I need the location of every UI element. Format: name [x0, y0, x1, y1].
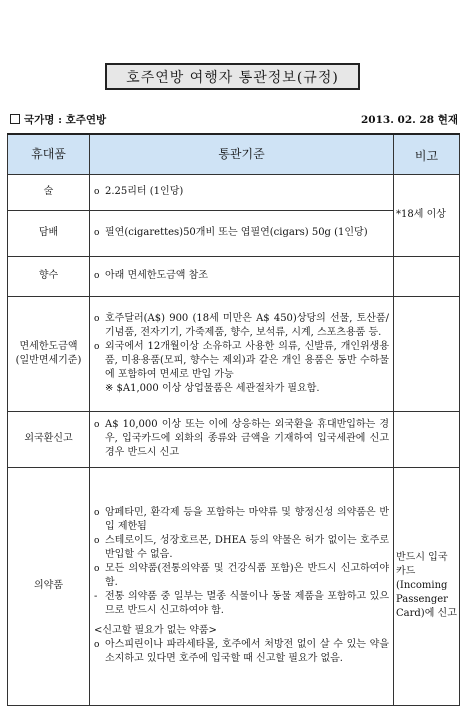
- bullet-icon: o: [94, 536, 100, 546]
- bullet-icon: o: [94, 508, 100, 518]
- standard-currency: o A$ 10,000 이상 또는 이에 상응하는 외국환을 휴대반입하는 경우, 입국카드에 외화의 종류와 금액을 기재하여 입국세관에 신고 경우 반드시 신고: [90, 411, 394, 467]
- category-medicine: 의약품: [8, 467, 90, 705]
- bullet-icon: o: [94, 313, 100, 324]
- note-empty: [394, 296, 460, 411]
- header-standard: 통관기준: [90, 134, 394, 174]
- table-row: [8, 256, 460, 296]
- bullet-icon: o: [94, 420, 100, 430]
- bullet-icon: o: [94, 187, 100, 197]
- table-row: [8, 467, 460, 705]
- standard-allowance: o 호주달러(A$) 900 (18세 미만은 A$ 450)상당의 선물, 토산품/기념품, 전자기기, 가죽제품, 향수, 보석류, 시계, 스포츠용품 등. o 외국에서 12개월이상 소유하고 사용한 의류, 신발류, 개인위생용품, 미용용품(모피, 향수는 제외)과 같은 개인 용품은 동반 수하물에 포함하여 면세로 반입 가능 ※ $A1,000 이상 상업물품은 세관절차가 필요함.: [90, 296, 394, 411]
- category-currency: 외국환신고: [8, 411, 90, 467]
- document-title-text: 호주연방 여행자 통관정보(규정): [126, 69, 339, 86]
- standard-perfume: o 아래 면세한도금액 참조: [90, 256, 394, 296]
- category-tobacco: 담배: [8, 210, 90, 256]
- country-label: 국가명 : 호주연방: [24, 114, 107, 126]
- table-row: [8, 296, 460, 411]
- standard-alcohol: o 2.25리터 (1인당): [90, 174, 394, 210]
- bullet-icon: o: [94, 228, 100, 238]
- bullet-icon: o: [94, 564, 100, 574]
- document-title: [105, 63, 360, 90]
- table-header-row: [8, 134, 460, 174]
- dash-icon: -: [94, 591, 98, 602]
- table-row: [8, 210, 460, 256]
- table-row: [8, 174, 460, 210]
- country-label-wrap: [10, 112, 106, 127]
- standard-tobacco: o 필연(cigarettes)50개비 또는 엽필연(cigars) 50g (1인당): [90, 210, 394, 256]
- table-row: [8, 411, 460, 467]
- bullet-icon: o: [94, 341, 100, 352]
- note-empty: [394, 411, 460, 467]
- bullet-icon: o: [94, 271, 100, 281]
- customs-table: [7, 133, 460, 706]
- category-allowance-line2: (일반면세기준): [15, 354, 82, 366]
- header-note: 비고: [394, 134, 460, 174]
- note-age: *18세 이상: [394, 174, 460, 256]
- country-row: [8, 112, 458, 128]
- date-label: 2013. 02. 28 현재: [360, 114, 458, 126]
- bullet-icon: o: [94, 640, 100, 650]
- category-alcohol: 술: [8, 174, 90, 210]
- checkbox-icon: [10, 114, 20, 124]
- note-medicine: 반드시 입국카드 (Incoming Passenger Card)에 신고: [394, 467, 460, 705]
- category-perfume: 향수: [8, 256, 90, 296]
- category-allowance-line1: 면세한도금액: [19, 340, 78, 352]
- no-declare-heading: <신고할 필요가 없는 약품>: [94, 625, 217, 636]
- header-category: 휴대품: [8, 134, 90, 174]
- category-allowance: [8, 296, 90, 411]
- standard-medicine: o 암페타민, 환각제 등을 포함하는 마약류 및 향정신성 의약품은 반입 제한됨 o 스테로이드, 성장호르몬, DHEA 등의 약물은 허가 없이는 호주로 반입할 수 없음. o 모든 의약품(전통의약품 및 건강식품 포함)은 반드시 신고하여야 함. - 전통 의약품 중 일부는 멸종 식물이나 동물 제품을 포함하고 있으므로 반드시 신고하여야 함. <신고할 필요가 없는 약품> o 아스피린이나 파라세타몰, 호주에서 처방전 없이 살 수 있는 약을 소지하고 있다면 호주에 입국할 때 신고할 필요가 없음.: [90, 467, 394, 705]
- note-empty: [394, 256, 460, 296]
